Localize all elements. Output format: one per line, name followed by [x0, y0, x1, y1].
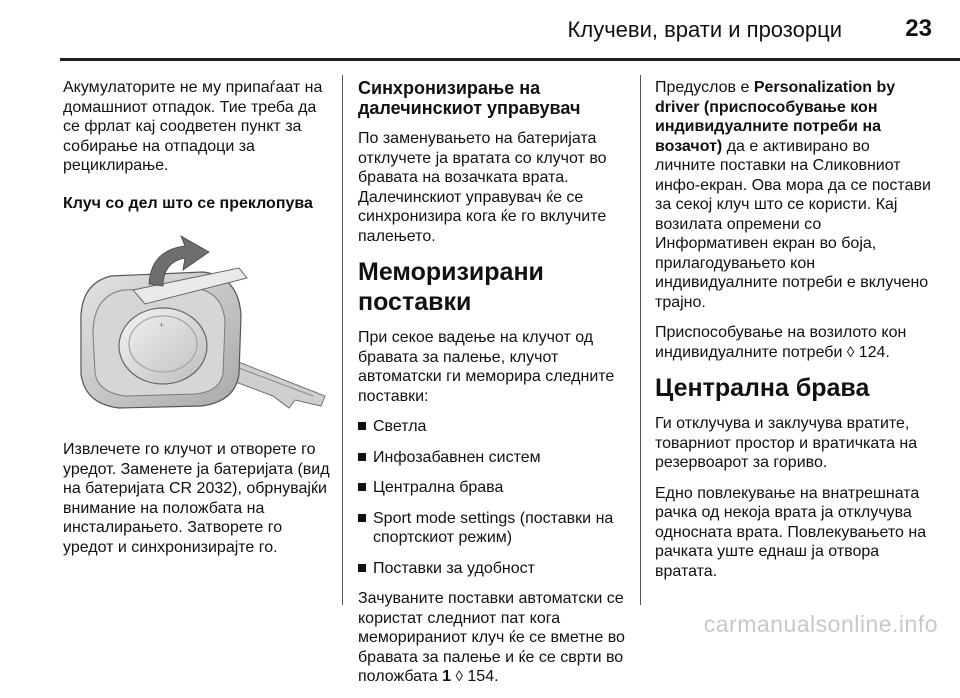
adaptation-text: Приспособување на возилото кон индивидуалните потреби ◊ 124. — [655, 324, 907, 361]
page-reference[interactable]: 154. — [467, 668, 499, 685]
key-battery-illustration — [63, 224, 331, 422]
battery-disposal-text: Акумулаторите не му припаѓаат на домашниот отпадок. Тие треба да се фрлат кај соодветен пункт за собирање на отпадоци за рециклирање. — [63, 79, 323, 174]
saved-settings-text: Зачуваните поставки автоматски се користат следниот пат кога меморираниот клуч ќе се вметне во бравата за палење и ќе се сврти во положбата 1 ◊ 154. — [358, 590, 625, 685]
list-item: Sport mode settings (поставки на спортскиот режим) — [358, 509, 630, 548]
column-middle — [358, 78, 630, 698]
bullet-icon — [358, 514, 366, 522]
sync-text: По заменувањето на батеријата отклучете ја вратата со клучот во бравата на возачката врата. Далечинскиот управувач ќе се синхронизира кога ќе го вклучите палењето. — [358, 130, 607, 245]
column-divider — [342, 75, 343, 605]
bullet-icon — [358, 564, 366, 572]
central-lock-handle-text: Едно повлекување на внатрешната рачка од некоја врата ја отклучува односната врата. Повлекувањето на рачката уште еднаш ја отвора вратата. — [655, 484, 927, 580]
precondition-text: Предуслов е Personalization by driver (приспособување кон индивидуалните потреби на возачот) да е активирано во личните поставки на Сликовниот инфо-екран. Ова мора да се постави за секој клуч што се користи. Кај возилата опремени со Информативен екран во боја, прилагодувањето кон индивидуалните потреби е вклучено трајно. — [655, 79, 931, 311]
bullet-icon — [358, 453, 366, 461]
column-divider — [640, 75, 641, 605]
column-right — [655, 78, 933, 592]
memory-heading: Меморизирани поставки — [358, 258, 544, 316]
page-reference-icon: ◊ — [455, 668, 463, 685]
ignition-position: 1 — [442, 668, 452, 685]
page-number: 23 — [905, 15, 932, 42]
bullet-icon — [358, 422, 366, 430]
page-reference-icon: ◊ — [846, 343, 855, 361]
running-header-title: Клучеви, врати и прозорци — [567, 17, 842, 42]
memorized-settings-list — [358, 417, 630, 578]
watermark: carmanualsonline.info — [703, 611, 938, 637]
memory-text: При секое вадење на клучот од бравата за палење, клучот автоматски ги меморира следните поставки: — [358, 329, 615, 405]
page-reference[interactable]: 124. — [858, 343, 890, 361]
list-item: Поставки за удобност — [358, 559, 630, 579]
svg-text:+: + — [159, 320, 165, 330]
bullet-icon — [358, 483, 366, 491]
central-lock-heading: Централна брава — [655, 374, 870, 402]
central-lock-text: Ги отклучува и заклучува вратите, товарниот простор и вратичката на резервоарот за гориво. — [655, 415, 918, 471]
battery-replacement-caption: Извлечете го клучот и отворете го уредот. Заменете ја батеријата (вид на батеријата CR 2032), обрнувајќи внимание на положбата на инсталирањето. Затворете го уредот и синхронизирајте го. — [63, 441, 330, 556]
column-left — [63, 78, 330, 568]
list-item: Централна брава — [358, 478, 630, 498]
list-item: Светла — [358, 417, 630, 437]
header-rule — [60, 58, 960, 61]
list-item: Инфозабавнен систем — [358, 448, 630, 468]
sync-heading: Синхронизирање на далечинскиот управувач — [358, 78, 581, 118]
personalization-setting: Personalization by driver (приспособување кон индивидуалните потреби на возачот) — [655, 79, 896, 155]
section-subheading: Клуч со дел што се преклопува — [63, 194, 313, 212]
